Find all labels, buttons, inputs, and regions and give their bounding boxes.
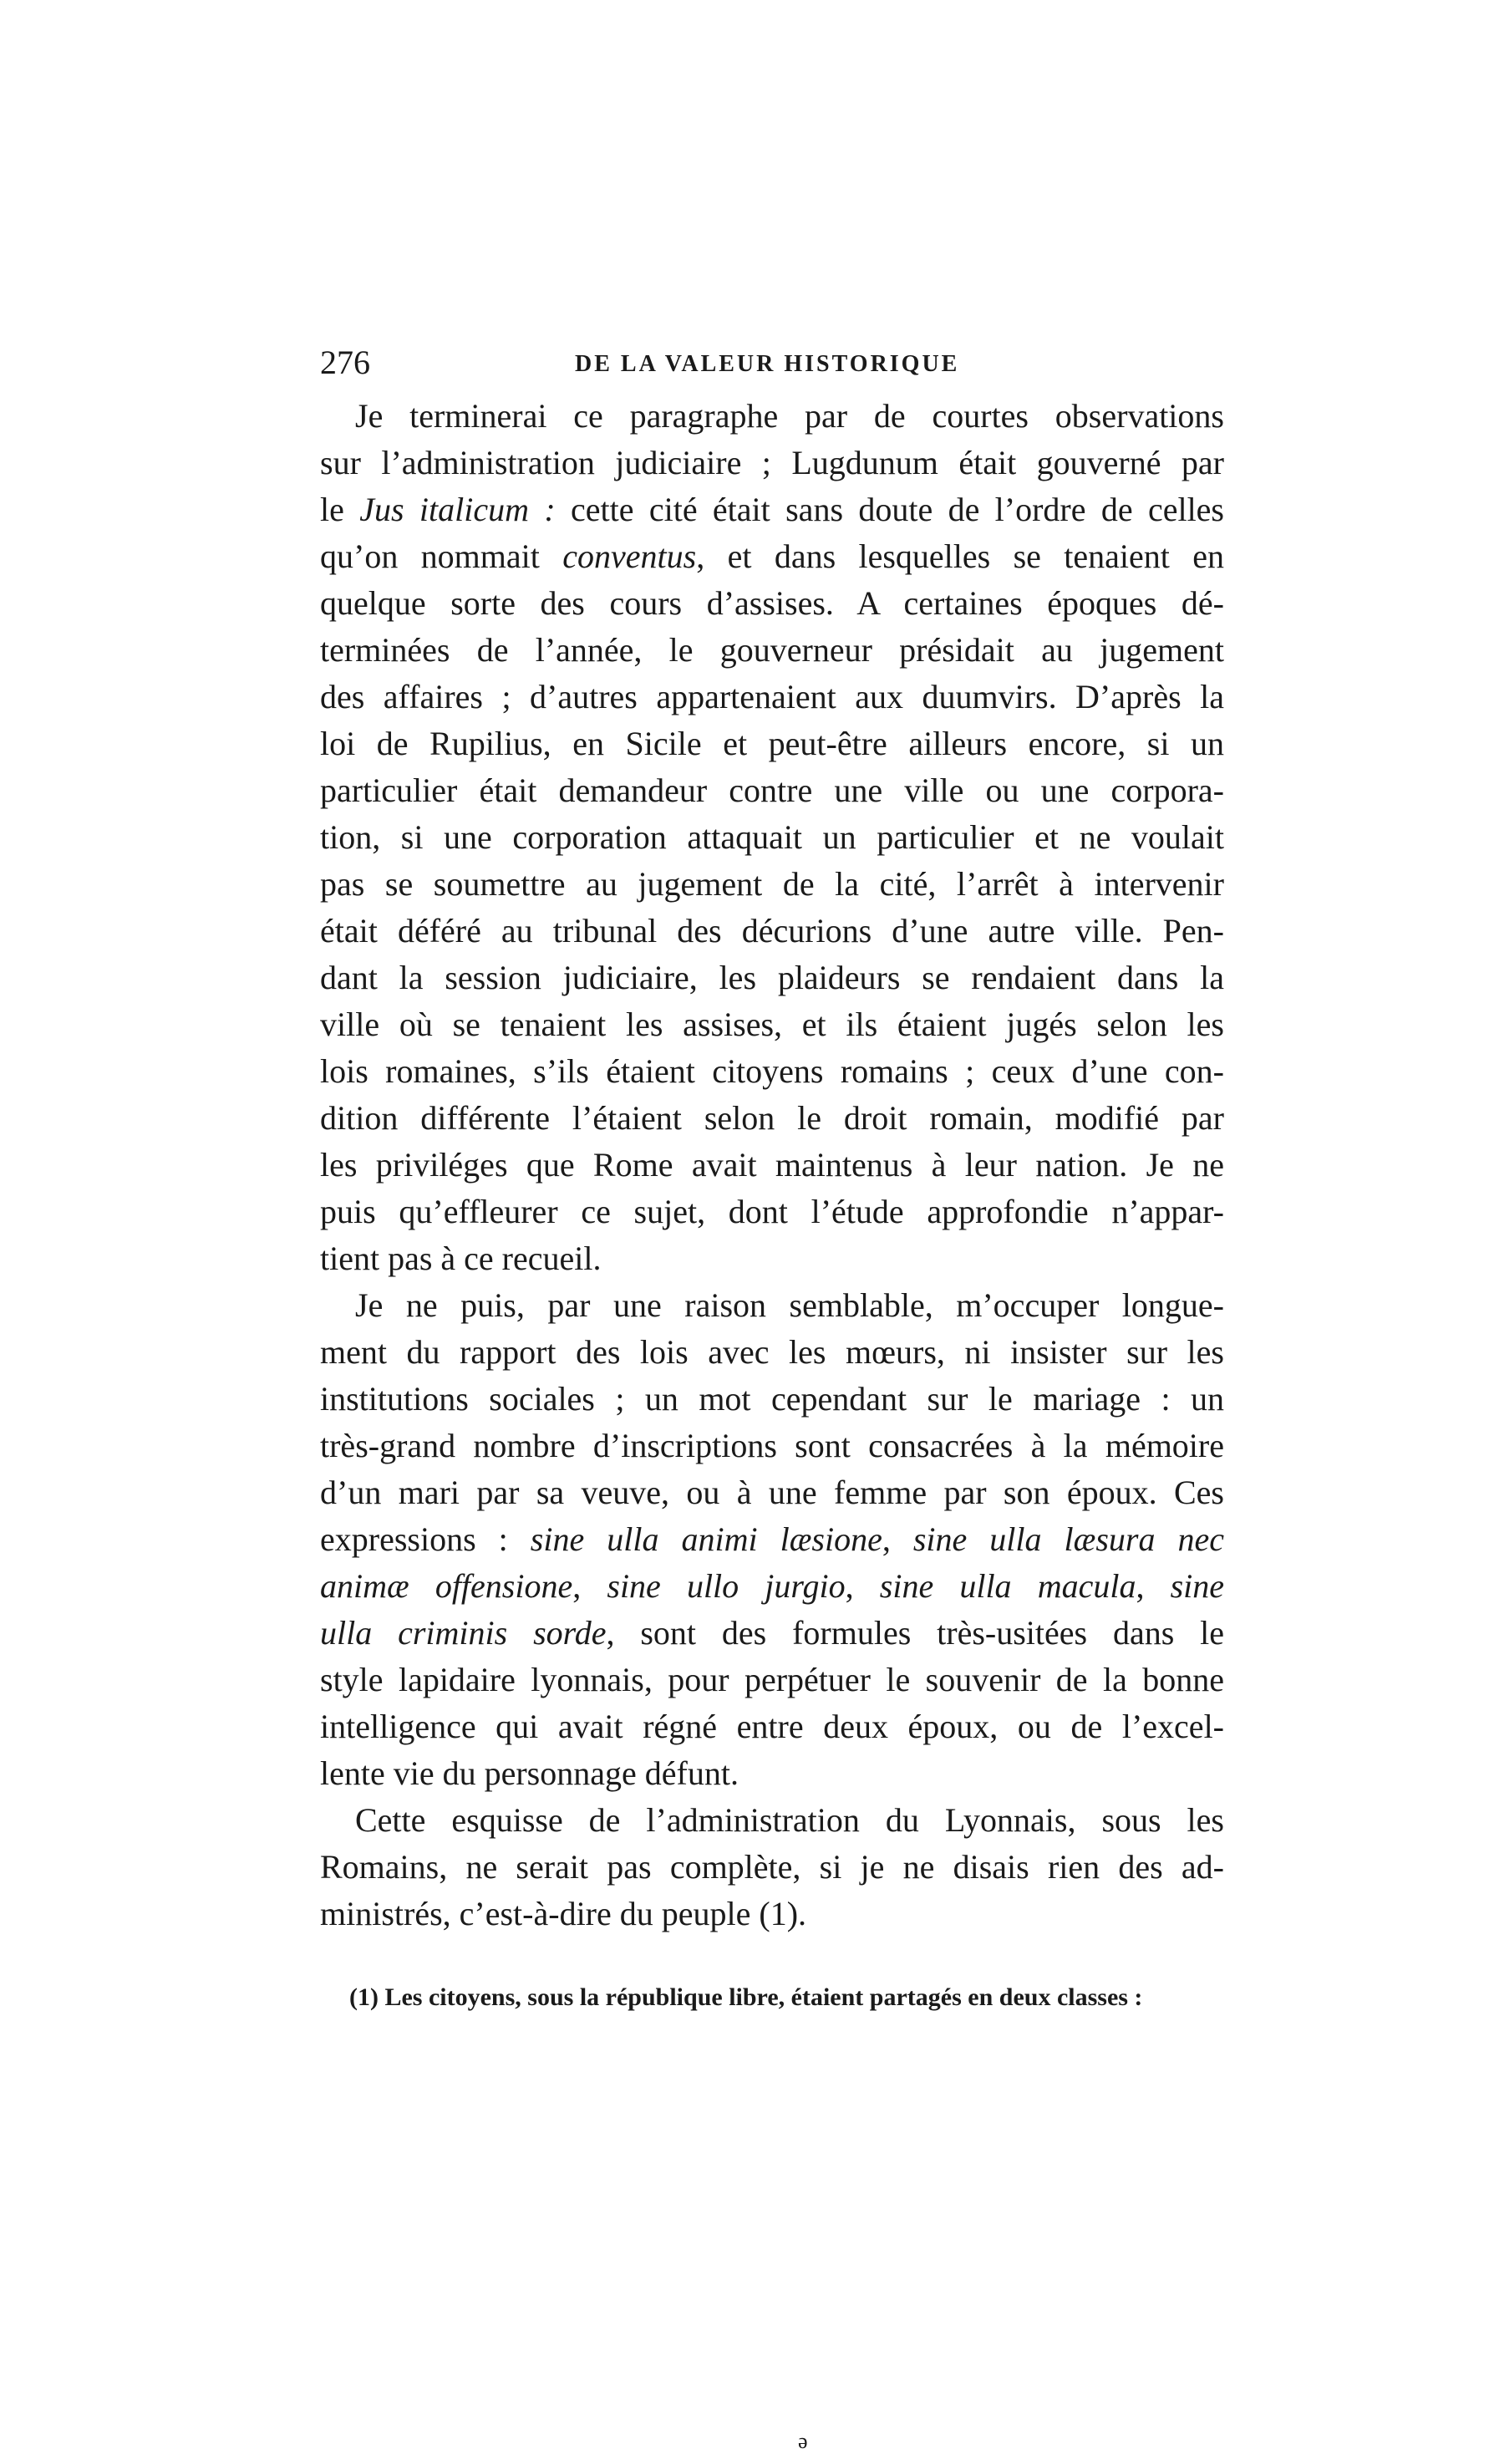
text-segment: lente vie du personnage défunt.: [320, 1754, 739, 1792]
text-segment: Cette esquisse de l’administration du Lyonnais, sous les: [355, 1801, 1224, 1839]
italic-term: sine ullo jurgio: [607, 1567, 846, 1605]
text-segment: puis qu’effleurer ce sujet, dont l’étude approfondie n’appar-: [320, 1193, 1224, 1230]
text-segment: terminées de l’année, le gouverneur présidait au jugement: [320, 631, 1224, 669]
running-head: [320, 338, 1224, 388]
footnote: (1) Les citoyens, sous la république libre, étaient partagés en deux classes :: [349, 1983, 1143, 2011]
text-line: [320, 1423, 1224, 1469]
text-segment: lois romaines, s’ils étaient citoyens romains ; ceux d’une con-: [320, 1052, 1224, 1090]
text-line: [320, 1657, 1224, 1703]
text-line: [320, 533, 1224, 580]
text-line: [320, 767, 1224, 814]
text-line: [320, 1001, 1224, 1048]
text-segment: Romains, ne serait pas complète, si je ne disais rien des ad-: [320, 1848, 1224, 1886]
text-segment: ville où se tenaient les assises, et ils étaient jugés selon les: [320, 1005, 1224, 1043]
text-segment: ,: [572, 1567, 607, 1605]
text-segment: ,: [845, 1567, 880, 1605]
paragraph: [320, 1282, 1224, 1797]
text-line: [320, 674, 1224, 720]
text-segment: ,: [1136, 1567, 1171, 1605]
text-segment: tient pas à ce recueil.: [320, 1240, 602, 1277]
text-line: [320, 440, 1224, 486]
text-segment: Je terminerai ce paragraphe par de courtes observations: [355, 397, 1224, 435]
text-line: [320, 1095, 1224, 1142]
text-line: [320, 861, 1224, 908]
text-line: [320, 1469, 1224, 1516]
italic-term: sine: [1170, 1567, 1225, 1605]
text-line: [320, 955, 1224, 1001]
text-line: [320, 1891, 1224, 1937]
text-segment: d’un mari par sa veuve, ou à une femme par son époux. Ces: [320, 1474, 1224, 1511]
italic-term: ulla criminis sorde: [320, 1614, 607, 1652]
text-line: [320, 1376, 1224, 1423]
text-segment: sur l’administration judiciaire ; Lugdunum était gouverné par: [320, 444, 1224, 481]
italic-term: sine ulla macula: [879, 1567, 1136, 1605]
text-line: [320, 1329, 1224, 1376]
text-line: [320, 1797, 1224, 1844]
text-segment: quelque sorte des cours d’assises. A certaines époques dé-: [320, 584, 1224, 622]
text-line: [320, 1189, 1224, 1235]
text-segment: très-grand nombre d’inscriptions sont consacrées à la mémoire: [320, 1427, 1224, 1464]
text-segment: était déféré au tribunal des décurions d’une autre ville. Pen-: [320, 912, 1224, 949]
text-line: [320, 393, 1224, 440]
text-segment: des affaires ; d’autres appartenaient aux duumvirs. D’après la: [320, 678, 1224, 715]
text-segment: loi de Rupilius, en Sicile et peut-être ailleurs encore, si un: [320, 725, 1224, 762]
body-text: [320, 393, 1224, 1937]
text-segment: , et dans lesquelles se tenaient en: [696, 537, 1224, 575]
italic-term: Jus italicum :: [359, 491, 556, 528]
italic-term: sine ulla animi læsione: [530, 1520, 882, 1558]
italic-term: sine ulla læsura nec: [912, 1520, 1224, 1558]
text-segment: tion, si une corporation attaquait un particulier et ne voulait: [320, 818, 1224, 856]
text-line: [320, 1142, 1224, 1189]
text-segment: intelligence qui avait régné entre deux époux, ou de l’excel-: [320, 1708, 1224, 1745]
paragraph: [320, 1797, 1224, 1937]
text-line: [320, 720, 1224, 767]
text-line: [320, 627, 1224, 674]
text-segment: qu’on nommait: [320, 537, 563, 575]
text-segment: ment du rapport des lois avec les mœurs, ni insister sur les: [320, 1333, 1224, 1371]
text-line: [320, 1844, 1224, 1891]
paragraph: [320, 393, 1224, 1282]
page-number: 276: [320, 344, 370, 381]
text-segment: cette cité était sans doute de l’ordre de celles: [555, 491, 1224, 528]
text-line: [320, 486, 1224, 533]
italic-term: conventus: [562, 537, 697, 575]
text-segment: , sont des formules très-usitées dans le: [606, 1614, 1224, 1652]
text-segment: Je ne puis, par une raison semblable, m’occuper longue-: [355, 1286, 1224, 1324]
text-line: [320, 908, 1224, 955]
italic-term: animæ offensione: [320, 1567, 573, 1605]
text-segment: dant la session judiciaire, les plaideurs se rendaient dans la: [320, 959, 1224, 996]
text-line: [320, 1750, 1224, 1797]
text-line: [320, 1048, 1224, 1095]
text-segment: particulier était demandeur contre une ville ou une corpora-: [320, 771, 1224, 809]
text-segment: institutions sociales ; un mot cependant sur le mariage : un: [320, 1380, 1224, 1418]
text-line: [320, 1563, 1224, 1610]
text-line: [320, 1610, 1224, 1657]
text-line: [320, 1235, 1224, 1282]
running-head-title: DE LA VALEUR HISTORIQUE: [575, 351, 960, 377]
text-line: [320, 1282, 1224, 1329]
text-line: [320, 1516, 1224, 1563]
text-segment: le: [320, 491, 360, 528]
text-segment: ministrés, c’est-à-dire du peuple (1).: [320, 1895, 807, 1932]
text-segment: pas se soumettre au jugement de la cité, l’arrêt à intervenir: [320, 865, 1224, 903]
text-segment: dition différente l’étaient selon le droit romain, modifié par: [320, 1099, 1224, 1137]
text-line: [320, 580, 1224, 627]
text-segment: ,: [882, 1520, 913, 1558]
text-segment: les priviléges que Rome avait maintenus à leur nation. Je ne: [320, 1146, 1224, 1184]
text-line: [320, 1703, 1224, 1750]
printer-signature-mark: ə: [798, 2429, 808, 2453]
text-segment: expressions :: [320, 1520, 531, 1558]
text-segment: style lapidaire lyonnais, pour perpétuer le souvenir de la bonne: [320, 1661, 1224, 1698]
text-line: [320, 814, 1224, 861]
